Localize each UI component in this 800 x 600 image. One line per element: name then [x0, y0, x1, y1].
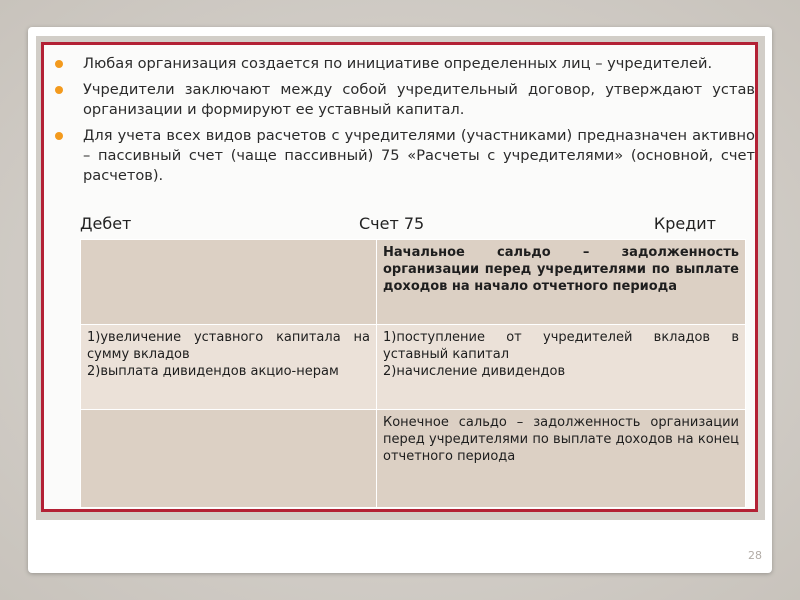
bullet-item	[55, 126, 755, 186]
bullet-text: Любая организация создается по инициативе определенных лиц – учредителей.	[83, 55, 713, 72]
bullet-item	[55, 80, 755, 120]
account-name: Счет 75	[359, 214, 425, 233]
account-header	[80, 214, 720, 236]
table-row	[81, 325, 746, 410]
bullet-dot-icon	[55, 132, 63, 140]
bullet-dot-icon	[55, 60, 63, 68]
credit-turnover-cell	[377, 325, 746, 410]
table-row	[81, 410, 746, 508]
debit-item: 1)увеличение уставного капитала на сумму вкладов	[87, 330, 370, 362]
table-row	[81, 240, 746, 325]
debit-closing-cell	[81, 410, 377, 508]
bullet-text: Учредители заключают между собой учредительный договор, утверждают устав организации и формируют ее уставный капитал.	[83, 81, 755, 118]
debit-label: Дебет	[80, 214, 132, 233]
credit-closing-cell: Конечное сальдо – задолженность организации перед учредителями по выплате доходов на конец отчетного периода	[377, 410, 746, 508]
bullet-item	[55, 54, 755, 74]
debit-turnover-cell	[81, 325, 377, 410]
bullet-list	[55, 54, 755, 192]
account-table	[80, 239, 746, 508]
debit-opening-cell	[81, 240, 377, 325]
credit-item: 2)начисление дивидендов	[383, 364, 566, 379]
credit-item: 1)поступление от учредителей вкладов в уставный капитал	[383, 330, 739, 362]
credit-opening-cell: Начальное сальдо – задолженность организации перед учредителями по выплате доходов на начало отчетного периода	[377, 240, 746, 325]
page-number: 28	[748, 549, 762, 562]
bullet-text: Для учета всех видов расчетов с учредителями (участниками) предназначен активно – пассивный счет (чаще пассивный) 75 «Расчеты с учредителями» (основной, счет расчетов).	[83, 127, 755, 184]
bullet-dot-icon	[55, 86, 63, 94]
credit-label: Кредит	[653, 214, 716, 233]
debit-item: 2)выплата дивидендов акцио-нерам	[87, 364, 339, 379]
